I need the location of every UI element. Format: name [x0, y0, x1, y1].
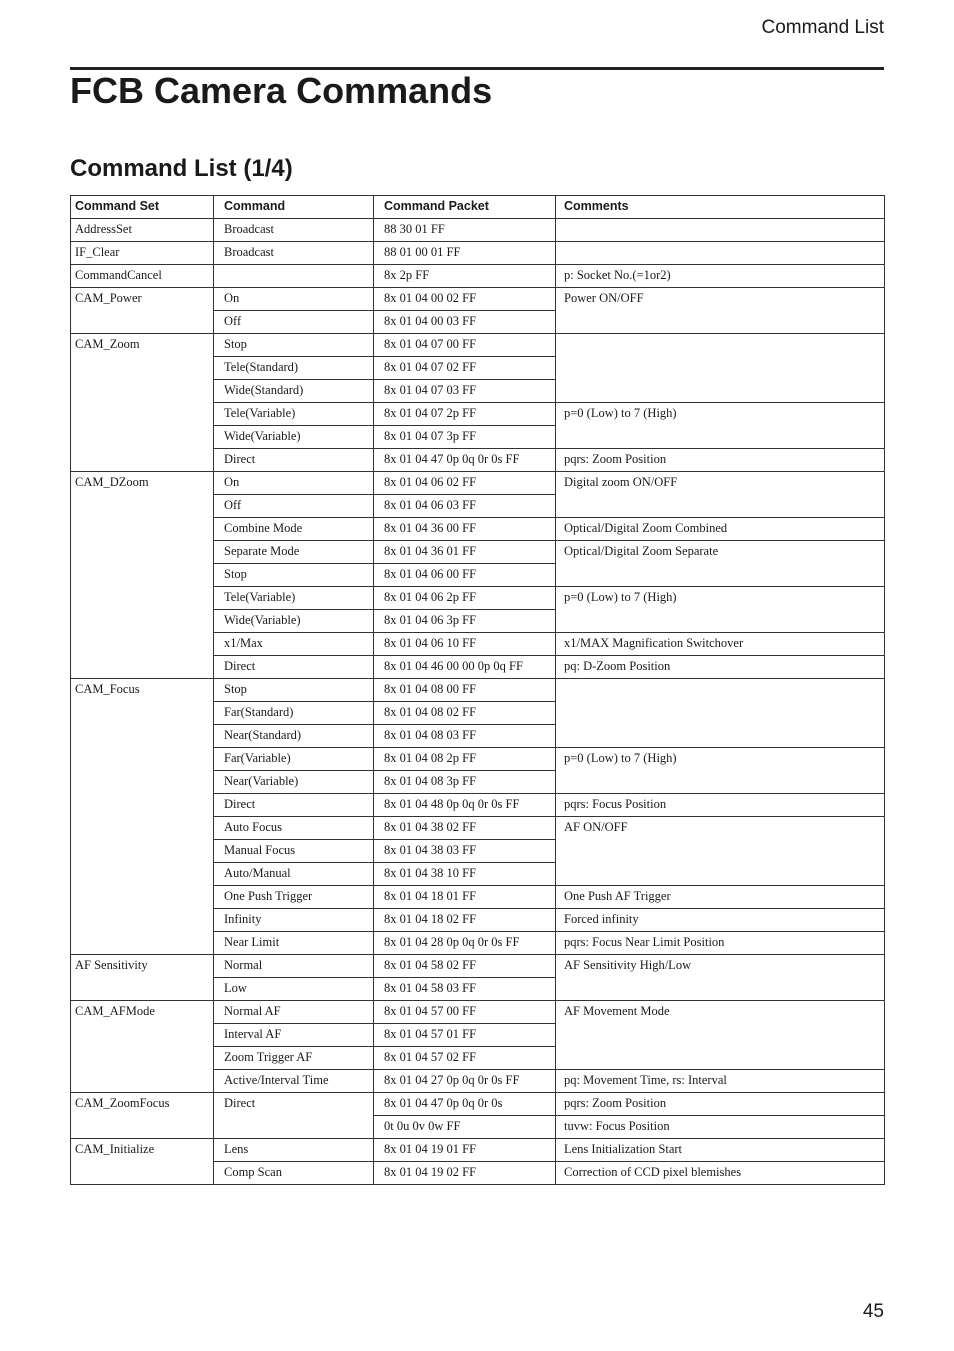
cell-command-set: IF_Clear [71, 242, 214, 265]
cell-command: Direct [214, 794, 374, 817]
cell-comments: pqrs: Zoom Position [556, 1093, 885, 1116]
table-row [71, 955, 885, 978]
cell-command: Separate Mode [214, 541, 374, 564]
cell-command-packet: 8x 01 04 06 03 FF [374, 495, 556, 518]
cell-command-packet: 8x 01 04 58 02 FF [374, 955, 556, 978]
cell-command-set: CAM_DZoom [71, 472, 214, 679]
table-row [71, 1001, 885, 1024]
cell-comments [556, 334, 885, 403]
cell-command-packet: 8x 01 04 08 03 FF [374, 725, 556, 748]
cell-command-packet: 8x 2p FF [374, 265, 556, 288]
table-body [71, 219, 885, 1185]
column-header-command: Command [214, 196, 374, 219]
table-row [71, 219, 885, 242]
cell-comments: Forced infinity [556, 909, 885, 932]
cell-comments: p=0 (Low) to 7 (High) [556, 403, 885, 449]
cell-command-set: CAM_AFMode [71, 1001, 214, 1093]
cell-command-packet: 8x 01 04 38 03 FF [374, 840, 556, 863]
cell-command-packet: 8x 01 04 08 02 FF [374, 702, 556, 725]
cell-command [214, 265, 374, 288]
cell-command: On [214, 288, 374, 311]
cell-comments: pqrs: Focus Near Limit Position [556, 932, 885, 955]
cell-command-packet: 8x 01 04 27 0p 0q 0r 0s FF [374, 1070, 556, 1093]
cell-comments: Lens Initialization Start [556, 1139, 885, 1162]
cell-command-packet: 8x 01 04 18 02 FF [374, 909, 556, 932]
cell-command-packet: 8x 01 04 28 0p 0q 0r 0s FF [374, 932, 556, 955]
cell-command-packet: 8x 01 04 36 01 FF [374, 541, 556, 564]
cell-command-packet: 8x 01 04 07 3p FF [374, 426, 556, 449]
cell-comments: Optical/Digital Zoom Separate [556, 541, 885, 587]
cell-command: On [214, 472, 374, 495]
command-table [70, 195, 885, 1185]
running-header: Command List [761, 17, 884, 38]
cell-command: Combine Mode [214, 518, 374, 541]
cell-command-packet: 8x 01 04 57 01 FF [374, 1024, 556, 1047]
cell-comments [556, 219, 885, 242]
cell-command: Stop [214, 679, 374, 702]
cell-command-packet: 8x 01 04 08 3p FF [374, 771, 556, 794]
cell-comments [556, 242, 885, 265]
cell-command: Low [214, 978, 374, 1001]
cell-command: Normal [214, 955, 374, 978]
cell-comments: p=0 (Low) to 7 (High) [556, 587, 885, 633]
cell-comments: p=0 (Low) to 7 (High) [556, 748, 885, 794]
cell-command: Comp Scan [214, 1162, 374, 1185]
cell-command: Auto/Manual [214, 863, 374, 886]
cell-command: Wide(Standard) [214, 380, 374, 403]
cell-command-packet: 8x 01 04 00 03 FF [374, 311, 556, 334]
cell-comments: Power ON/OFF [556, 288, 885, 334]
cell-comments: x1/MAX Magnification Switchover [556, 633, 885, 656]
cell-command-packet: 8x 01 04 58 03 FF [374, 978, 556, 1001]
cell-command-packet: 8x 01 04 06 02 FF [374, 472, 556, 495]
cell-command: Tele(Variable) [214, 403, 374, 426]
column-header-comments: Comments [556, 196, 885, 219]
cell-command-set: CAM_Zoom [71, 334, 214, 472]
cell-command: Tele(Variable) [214, 587, 374, 610]
table-row [71, 242, 885, 265]
cell-command: Stop [214, 334, 374, 357]
cell-command: Normal AF [214, 1001, 374, 1024]
cell-command: Broadcast [214, 242, 374, 265]
cell-command: Infinity [214, 909, 374, 932]
cell-command-packet: 8x 01 04 06 10 FF [374, 633, 556, 656]
cell-command-packet: 8x 01 04 38 10 FF [374, 863, 556, 886]
cell-command: Stop [214, 564, 374, 587]
cell-command-packet: 8x 01 04 06 3p FF [374, 610, 556, 633]
cell-command: Far(Variable) [214, 748, 374, 771]
cell-command-set: AddressSet [71, 219, 214, 242]
table-row [71, 679, 885, 702]
section-title: Command List (1/4) [70, 155, 293, 182]
table-row [71, 472, 885, 495]
cell-command-packet: 8x 01 04 07 02 FF [374, 357, 556, 380]
cell-command-packet: 0t 0u 0v 0w FF [374, 1116, 556, 1139]
cell-command-packet: 8x 01 04 46 00 00 0p 0q FF [374, 656, 556, 679]
cell-command: Direct [214, 656, 374, 679]
cell-command: Near(Variable) [214, 771, 374, 794]
cell-comments: One Push AF Trigger [556, 886, 885, 909]
cell-comments: AF Movement Mode [556, 1001, 885, 1070]
cell-comments: AF ON/OFF [556, 817, 885, 886]
cell-command-packet: 8x 01 04 00 02 FF [374, 288, 556, 311]
cell-command: Active/Interval Time [214, 1070, 374, 1093]
table-row [71, 334, 885, 357]
cell-command-packet: 8x 01 04 57 00 FF [374, 1001, 556, 1024]
cell-comments: tuvw: Focus Position [556, 1116, 885, 1139]
column-header-command-set: Command Set [71, 196, 214, 219]
table-header-row [71, 196, 885, 219]
cell-command-set: CAM_Focus [71, 679, 214, 955]
cell-command: Zoom Trigger AF [214, 1047, 374, 1070]
cell-command-set: AF Sensitivity [71, 955, 214, 1001]
cell-comments: p: Socket No.(=1or2) [556, 265, 885, 288]
cell-command: Wide(Variable) [214, 610, 374, 633]
cell-comments: AF Sensitivity High/Low [556, 955, 885, 1001]
page-title: FCB Camera Commands [70, 70, 493, 111]
cell-command: Wide(Variable) [214, 426, 374, 449]
cell-comments: pqrs: Focus Position [556, 794, 885, 817]
cell-command-packet: 8x 01 04 18 01 FF [374, 886, 556, 909]
cell-command-packet: 8x 01 04 06 00 FF [374, 564, 556, 587]
cell-command-set: CAM_ZoomFocus [71, 1093, 214, 1139]
cell-command: Interval AF [214, 1024, 374, 1047]
cell-command-packet: 88 30 01 FF [374, 219, 556, 242]
cell-command: Tele(Standard) [214, 357, 374, 380]
cell-command-packet: 8x 01 04 19 02 FF [374, 1162, 556, 1185]
cell-command-packet: 8x 01 04 38 02 FF [374, 817, 556, 840]
cell-command-packet: 8x 01 04 06 2p FF [374, 587, 556, 610]
cell-command-packet: 8x 01 04 47 0p 0q 0r 0s FF [374, 449, 556, 472]
cell-command: Near Limit [214, 932, 374, 955]
cell-command-packet: 8x 01 04 08 2p FF [374, 748, 556, 771]
cell-command: Broadcast [214, 219, 374, 242]
cell-comments: Digital zoom ON/OFF [556, 472, 885, 518]
table-row [71, 1093, 885, 1116]
cell-command: Lens [214, 1139, 374, 1162]
cell-command: Off [214, 495, 374, 518]
cell-command-packet: 8x 01 04 47 0p 0q 0r 0s [374, 1093, 556, 1116]
cell-comments: pq: Movement Time, rs: Interval [556, 1070, 885, 1093]
page-number: 45 [862, 1301, 884, 1322]
cell-command: x1/Max [214, 633, 374, 656]
table-row [71, 265, 885, 288]
cell-command-packet: 8x 01 04 07 2p FF [374, 403, 556, 426]
cell-command: Direct [214, 449, 374, 472]
cell-command: Auto Focus [214, 817, 374, 840]
cell-command: Far(Standard) [214, 702, 374, 725]
cell-comments: Optical/Digital Zoom Combined [556, 518, 885, 541]
cell-command-packet: 8x 01 04 48 0p 0q 0r 0s FF [374, 794, 556, 817]
cell-comments [556, 679, 885, 748]
cell-command-packet: 88 01 00 01 FF [374, 242, 556, 265]
cell-comments: Correction of CCD pixel blemishes [556, 1162, 885, 1185]
cell-command-set: CAM_Initialize [71, 1139, 214, 1185]
cell-command: Off [214, 311, 374, 334]
cell-command-packet: 8x 01 04 36 00 FF [374, 518, 556, 541]
cell-command-set: CAM_Power [71, 288, 214, 334]
cell-command-set: CommandCancel [71, 265, 214, 288]
cell-command: Direct [214, 1093, 374, 1139]
cell-command-packet: 8x 01 04 57 02 FF [374, 1047, 556, 1070]
table-row [71, 1139, 885, 1162]
cell-command-packet: 8x 01 04 08 00 FF [374, 679, 556, 702]
cell-command: Near(Standard) [214, 725, 374, 748]
cell-comments: pqrs: Zoom Position [556, 449, 885, 472]
cell-command: One Push Trigger [214, 886, 374, 909]
cell-command: Manual Focus [214, 840, 374, 863]
column-header-command-packet: Command Packet [374, 196, 556, 219]
table-row [71, 288, 885, 311]
cell-command-packet: 8x 01 04 07 00 FF [374, 334, 556, 357]
cell-command-packet: 8x 01 04 19 01 FF [374, 1139, 556, 1162]
cell-command-packet: 8x 01 04 07 03 FF [374, 380, 556, 403]
cell-comments: pq: D-Zoom Position [556, 656, 885, 679]
